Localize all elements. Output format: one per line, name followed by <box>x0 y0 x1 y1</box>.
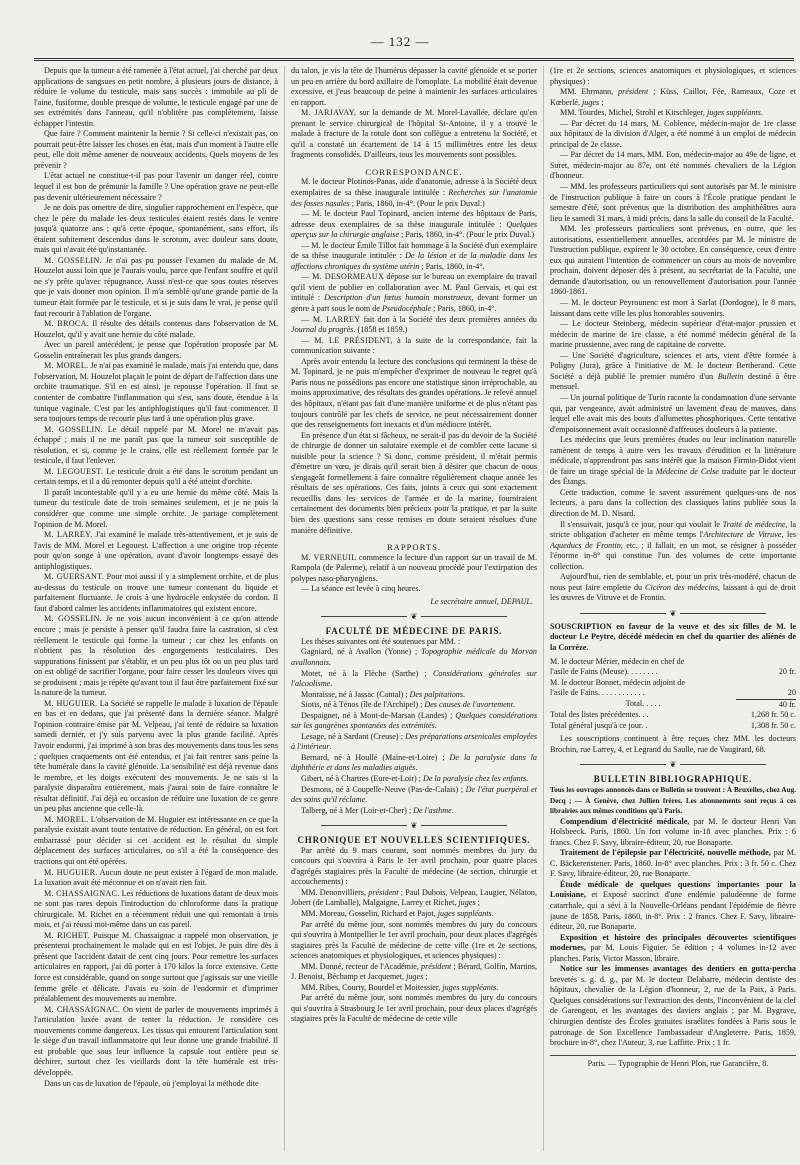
speaker: M. GOSSELIN. <box>44 424 103 434</box>
speaker: M. HUGUIER. <box>44 698 98 708</box>
paragraph: M. CHASSAIGNAC. On vient de parler de mouvements imprimés à l'articulation luxée avant de tenter la réduction. Je considère ces mouvements comme dangereux. Les tissus qui entourent l'articulation sont le siège d'un travail inflammatoire qui leur donne une grande friabilité. Il est probable que sous leur influence la capsule tout entière peut se déchirer, surtout chez les vieillards dont la tête humérale est très-développée. <box>34 1004 278 1077</box>
section-heading: RAPPORTS. <box>386 542 442 553</box>
section-heading: CHRONIQUE ET NOUVELLES SCIENTIFIQUES. <box>297 835 531 846</box>
paragraph: L'état actuel ne constitue-t-il pas pour l'avenir un danger réel, contre lequel il est bon de prémunir la famille ? Une opération grave ne peut-elle pas devenir ultérieurement nécessaire ? <box>34 171 278 202</box>
paragraph: Les médecins que leurs premières études ou leur inclination naturelle ramènent de temps à autre vers les travaux d'érudition et la littérature médicale, n'apprendront pas sans intérêt que la maison Firmin-Didot vient de faire un tirage spécial de la Médecine de Celse traduite par le docteur des Étangs. <box>550 435 796 487</box>
paragraph: M. VERNEUIL commence la lecture d'un rapport sur un travail de M. Rampola (de Palerme), relatif à un nouveau procédé pour l'extirpation des polypes naso-pharyngiens. <box>291 552 537 583</box>
paragraph: M. RICHET. Puisque M. Chassaignac a rappelé mon observation, je présenterai prochainement le malade qui en est l'objet. Je puis dire dès à présent que l'accident datait de cent cinq jours. Pour remettre les surfaces articulaires en rapport, j'ai dû porter à 170 kilos la force extensive. Cette force est considérable, quand on songe surtout que j'agissais sur une vieille femme grêle et délicate. J'avais eu soin de l'endormir et d'imprimer préalablement des mouvements au membre. <box>34 930 278 1004</box>
paragraph: (1re et 2e sections, sciences anatomiques et physiologiques, et sciences physiques) : <box>550 66 796 86</box>
paragraph: Il s'ensuivait, jusqu'à ce jour, pour qui voulait le Traité de médecine, la stricte obligation d'acheter en même temps l'Architecture de Vitruve, les Aqueducs de Frontin, etc. ; il fallait, en un mot, se résigner à posséder l'énorme in-8° qui constitue l'un des volumes de cette importante collection. <box>550 519 796 571</box>
paragraph: — Une Société d'agriculture, sciences et arts, vient d'être formée à Poligny (Jura), grâce à l'initiative de M. le docteur Bertherand. Cette Société a déjà publié le premier numéro d'un Bulletin destiné à être mensuel. <box>550 350 796 392</box>
paragraph: MM. les professeurs particuliers sont prévenus, en outre, que les autorisations, essentiellement annuelles, accordées par M. le ministre de l'instruction publique, expirent le 30 octobre. En conséquence, ceux d'entre eux qui auraient l'intention de commencer un cours au mois de novembre prochain, doivent déposer dès à présent, au secrétariat de la Faculté, une demande d'autorisation, ou un renouvellement d'autorisation pour l'année 1860-1861. <box>550 224 796 297</box>
ornament-divider: ❦ <box>291 821 537 829</box>
paragraph: — MM. les professeurs particuliers qui sont autorisés par M. le ministre de l'instruction publique à faire un cours à l'École pratique pendant le semestre d'été, sont prévenus que la distribution des amphithéâtres aura lieu le samedi 31 mars, à midi précis, dans la salle du conseil de la Faculté. <box>550 182 796 223</box>
column-1 <box>34 66 278 1156</box>
speaker: M. LEGOUEST. <box>44 466 104 476</box>
speaker: M. HUGUIER. <box>44 867 98 877</box>
speaker: — M. LARREY <box>301 314 361 324</box>
paragraph: Avec un pareil antécédent, je pense que l'opération proposée par M. Gosselin entraînerait les plus grands dangers. <box>34 340 278 360</box>
thesis-entry: Desmons, né à Coupelle-Neuve (Pas-de-Calais) ; De l'état puerpéral et des soins qu'il réclame. <box>291 784 537 805</box>
subscription-grand-total: Total général jusqu'à ce jour. . 1,308 fr. 50 c. <box>550 720 796 730</box>
paragraph: M. GOSSELIN. Le détail rappelé par M. Morel ne m'avait pas échappé ; mais il ne me paraît pas que la tumeur soit susceptible de résolution, et si, comme je le crains, elle est réellement formée par le testicule, il faut l'enlever. <box>34 424 278 466</box>
paragraph: Je ne dois pas omettre de dire, singulier rapprochement en l'espèce, que chez le père du malade les deux testicules étaient restés dans le ventre jusqu'à quatorze ans ; qu'à cette époque, spontanément, sans effort, ils étaient subitement descendus dans le scrotum, avec douleur sans doute, mais qui n'avait été qu'instantanée. <box>34 203 278 255</box>
paragraph: du talon, je vis la tête de l'humérus dépasser la cavité glénoïde et se porter un peu en arrière du bord axillaire de l'omoplate. La mobilité était devenue excessive, et j'eus beaucoup de peine à maintenir les surfaces articulaires en rapport. <box>291 66 537 107</box>
speaker: M. MOREL. <box>44 814 89 824</box>
paragraph: M. LEGOUEST. Le testicule droit a été dans le scrotum pendant un certain temps, et il a dû remonter depuis qu'il a été atteint d'orchite. <box>34 466 278 487</box>
paragraph: — La séance est levée à cinq heures. <box>301 584 421 594</box>
paragraph: MM. Donné, recteur de l'Académie, président ; Bérard, Golfin, Martins, J. Benoist, Béchamp et Jacquemet, juges ; <box>291 961 537 982</box>
bibliography-entry: Exposition et histoire des principales découvertes scientifiques modernes, par M. Louis Figuier. 5e édition ; 4 volumes in-12 avec planches. Paris, Victor Masson, libraire. <box>550 932 796 963</box>
subscription-previous: Total des listes précédentes. . . 1,268 fr. 50 c. <box>550 710 796 720</box>
paragraph: MM. Moreau, Gosselin, Richard et Pajot, juges suppléants. <box>301 909 494 919</box>
paragraph: Par arrêté du même jour, sont nommés membres du jury du concours qui s'ouvrira à Montpellier le 1er avril prochain, pour deux places d'agrégés stagiaires près la Faculté de médecine de cette ville (1re et 2e sections, sciences anatomiques et physiologiques, et sciences physiques) : <box>291 919 537 961</box>
bibliography-entry: Étude médicale de quelques questions importantes pour la Louisiane, et Exposé succinct d'une endémie paludéenne de forme catarrhale, qui a sévi à la Nouvelle-Orléans pendant l'épidémie de fièvre jaune de 1858. Paris, 1860, in-8°. Prix : 2 francs. Chez F. Savy, libraire-éditeur, 20, rue Bonaparte. <box>550 879 796 932</box>
thesis-entry: Talberg, né à Mer (Loir-et-Cher) ; De l'asthme. <box>301 805 454 815</box>
paragraph: M. HUGUIER. Aucun doute ne peut exister à l'égard de mon malade. La luxation avait été méconnue et on n'avait rien fait. <box>34 867 278 888</box>
speaker: M. MOREL. <box>44 361 89 371</box>
column-divider <box>543 66 544 1151</box>
section-heading: BULLETIN BIBLIOGRAPHIQUE. <box>593 774 753 785</box>
paragraph: Que faire ? Comment maintenir la hernie ? Si celle-ci n'existait pas, on pourrait peut-être laisser les choses en état, mais d'un moment à l'autre elle peut, elle doit même amener de nouveaux accidents. Quels moyens de les prévenir ? <box>34 129 278 170</box>
bibliography-entry: Traitement de l'épilepsie par l'électricité, nouvelle méthode, par M. C. Bäckerenstener. Paris, 1860. In-8° avec planches. Prix : 3 fr. 50 c. Chez F. Savy, libraire-éditeur, 20, rue Bonaparte. <box>550 848 796 879</box>
paragraph: Par arrêté du 9 mars courant, sont nommés membres du jury du concours qui s'ouvrira à Paris le 1er avril prochain, pour quatre places d'agrégés stagiaires près la Faculté de médecine (4e section, chirurgie et accouchements) : <box>291 845 537 887</box>
paragraph: M. HUGUIER. La Société se rappelle le malade à luxation de l'épaule en bas et en dedans, que j'ai présenté dans la dernière séance. Malgré l'opinion contraire émise par M. Velpeau, j'ai tenté de réduire sa luxation samedi dernier, et j'y suis parvenu avec la plus grande facilité. Après l'avoir endormi, j'ai imprimé à son bras des mouvements dans tous les sens ; quelques craquements ont été entendus, et j'ai fait rentrer sans peine la tête humérale dans la cavité glénoïde. La sensibilité est déjà revenue dans le membre, et les doigts exécutent des mouvements. Je ne sais si la paralysie disparaîtra entièrement, mais j'aurai soin de faire connaître le résultat définitif. J'ai déjà eu occasion de réduire une luxation de ce genre un peu plus ancienne que celle-là. <box>34 698 278 814</box>
paragraph: Les souscriptions continuent à être reçues chez MM. les docteurs Brochin, rue Larrey, 4, et Legrand du Saulle, rue de Vaugirard, 68. <box>550 734 796 754</box>
bibliography-note: Tous les ouvrages annoncés dans ce Bulletin se trouvent : À Bruxelles, chez Aug. Decq ; — À Genève, chez Jullien frères. Les abonnements sont reçus à ces librairies aux mêmes conditions qu'à Paris. <box>550 786 796 816</box>
speaker: M. RICHET. <box>44 930 91 940</box>
bibliography-entry: Notice sur les immenses avantages des dentiers en gutta-percha brevetés s. g. d. g., par M. le docteur Delabarre, médecin dentiste des hôpitaux, chevalier de la Légion d'honneur, 2, rue de la Paix, à Paris. Quelques considérations sur l'extraction des dents, l'inconvénient de la clef de Garengeot, et les avantages des daviers anglais ; par M. Bygrave, chirurgien dentiste des Écoles gratuites israélites fondées à Paris sous le patronage de Son Excellence l'ambassadeur d'Angleterre. Paris, 1859, brochure in-8°, chez l'Auteur, 3, rue Laffitte. Prix : 1 fr. <box>550 964 796 1048</box>
paragraph: Après avoir entendu la lecture des conclusions qui terminent la thèse de M. Topinard, je ne puis m'empêcher d'exprimer de nouveau le regret qu'à Paris nous ne possédions pas encore une statistique sinon irréprochable, au moins approximative, des résultats des grandes opérations. Je relevé annuel des hôpitaux, n'étant pas fait d'une manière uniforme et de plus n'étant pas toujours contrôlé par les chefs de service, ne peut nécessairement donner que des renseignements fort inexacts et d'un médiocre intérêt. <box>291 356 537 430</box>
thesis-entry: Motet, né à la Flèche (Sarthe) ; Considérations générales sur l'alcoolisme. <box>291 668 537 689</box>
paragraph: MM. Ribes, Courty, Bourdel et Moitessier, juges suppléants. <box>301 982 499 992</box>
subscription-table <box>550 657 796 732</box>
speaker: — M. DESORMEAUX <box>301 272 385 282</box>
speaker: M. CHASSAIGNAC. <box>44 888 120 898</box>
speaker: M. BROCA. <box>44 319 90 329</box>
paragraph: MM. Tourdes, Michel, Strohl et Kirschleger, juges suppléants. <box>560 108 763 118</box>
paragraph: Il paraît incontestable qu'il y a eu une hernie du même côté. Mais la tumeur du testicule date de trois semaines seulement, et je ne puis la considérer que comme une simple orchite. Je partage complètement l'opinion de M. Morel. <box>34 487 278 529</box>
paragraph: M. JARJAVAY, sur la demande de M. Morel-Lavallée, déclare qu'en prenant le service chirurgical de l'hôpital St-Antoine, il y a trouvé le malade à fracture de la rotule dont son collègue a entretenu la Société, et qu'il a constaté un écartement de 14 à 15 millimètres entre les deux fragments consolidés. D'ailleurs, tous les mouvements sont possibles. <box>291 108 537 160</box>
paragraph: En présence d'un état si fâcheux, ne serait-il pas du devoir de la Société de chirurgie de donner un salutaire exemple et de combler cette lacune si nuisible pour la science ? Si donc, comme président, il m'était permis d'émettre un vœu, je dirais qu'il serait bien à désirer que chacun de nous s'engageât formellement à faire connaître régulièrement chaque année les résultats de ses opérations. Ces faits, joints à ceux qui sont exactement recueillis dans les services de l'armée et de la marine, fourniraient certainement des documents bien précieux pour la pratique, et par la suite bien des questions sans cesse remises en doute seraient résolues d'une manière définitive. <box>291 430 537 535</box>
paragraph: MM. Denonvilliers, président ; Paul Dubois, Velpeau, Laugier, Nélaton, Jobert (de Lamballe), Malgaigne, Larrey et Richet, juges ; <box>291 887 537 908</box>
header-rule <box>34 58 794 61</box>
ornament-divider: ❦ <box>550 609 796 617</box>
paragraph: — Par décret du 14 mars, MM. Eon, médecin-major au 49e de ligne, et Suret, médecin-major au 87e, ont été nommés chevaliers de la Légion d'honneur. <box>550 150 796 181</box>
paragraph: — M. LARREY fait don à la Société des deux premières années du Journal du progrès. (1858 et 1859.) <box>291 314 537 335</box>
speaker: M. GUERSANT. <box>44 572 105 582</box>
paragraph: — Par décret du 14 mars, M. Coblence, médecin-major de 1re classe aux hôpitaux de la division d'Alger, a été nommé à un emploi de médecin principal de 2e classe. <box>550 118 796 149</box>
paragraph: Cette traduction, comme le savent assurément quelques-uns de nos lecteurs, a paru dans la collection des classiques latins publiée sous la direction de M. D. Nisard. <box>550 487 796 518</box>
paragraph: — Un journal politique de Turin raconte la condamnation d'une servante qui, par vengeance, avait administré un lavement d'eau de mauves, dans lequel elle avait mis des bouts d'allumettes phosphoriques. Cette tentative d'empoisonnement avait occasionné d'affreuses douleurs à la patiente. <box>550 392 796 434</box>
paragraph: — M. le docteur Peyrounenc est mort à Sarlat (Dordogne), le 8 mars, laissant dans cette ville les plus honorables souvenirs. <box>550 298 796 318</box>
printer-footer: Paris. — Typographie de Henri Plon, rue Garancière, 8. <box>550 1055 796 1070</box>
paragraph: M. GOSSELIN. Je n'ai pas pu pousser l'examen du malade de M. Houzelot aussi loin que je l'aurais voulu, parce que l'enfant souffre et qu'il ne s'y prête qu'avec répugnance. Aussi n'est-ce que sous toutes réserves que je vais donner mon opinion. Il m'a semblé qu'une grande partie de la tumeur était formée par le testicule, et si je suis dans le vrai, je pense qu'il faut recourir à l'ablation de l'organe. <box>34 255 278 318</box>
column-2 <box>291 66 537 1156</box>
subscription-row: l'asile de Fains (Meuse). . . . . . . . 20 fr. <box>550 667 796 677</box>
speaker: M. GOSSELIN. <box>44 614 103 624</box>
section-heading: FACULTÉ DE MÉDECINE DE PARIS. <box>325 626 503 637</box>
paragraph: M. MOREL. L'observation de M. Huguier est intéressante en ce que la paralysie existait avant toute tentative de réduction. En général, on est fort embarrassé pour décider si cet accident est le résultat du simple déplacement des surfaces articulaires, ou s'il a été la conséquence des tractions qui ont été opérées. <box>34 814 278 867</box>
column-divider <box>284 66 285 1151</box>
subscription-total: Total. . . . . 40 fr. <box>625 698 796 709</box>
paragraph: — M. LE PRÉSIDENT, à la suite de la correspondance, fait la communication suivante : <box>291 335 537 356</box>
signature: Le secrétaire annuel, DEPAUL. <box>430 596 533 606</box>
subscription-row: l'asile de Fains. . . . . . . . . . . . 20 <box>550 688 796 698</box>
bibliography-entry: Compendium d'électricité médicale, par M. le docteur Henri Van Holsbeeck. Paris, 1860. Un fort volume in-18 avec planches. Prix : 6 francs. Chez F. Savy, libraire-éditeur, 20, rue Bonaparte. <box>550 816 796 847</box>
paragraph: M. GOSSELIN. Je ne vois aucun inconvénient à ce qu'on attende encore ; mais je persiste à penser qu'il faudra faire la castration, si c'est réellement le testicule qui forme la tumeur ; car chez les enfants on n'obtient pas la résolution des engorgements testiculaires. Des suppurations finissent par s'établir, et un peu plus tôt ou un peu plus tard on est obligé de sacrifier l'organe, pour faire cesser les douleurs vives qui se produisent ; mais je répète qu'avant tout il faut être parfaitement fixé sur la nature de la tumeur. <box>34 614 278 698</box>
ornament-divider: ❦ <box>291 612 537 620</box>
paragraph: M. MOREL. Je n'ai pas examiné le malade, mais j'ai entendu que, dans l'observation, M. Houzelot plaçait le point de départ de l'affection dans une orchite traumatique. S'il en est ainsi, je repousse l'opération. Il faut se contenter de combattre l'inflammation qui s'est, sans doute, étendue à la tunique vaginale. C'est par les antiphlogistiques qu'il faut commencer. Il sera toujours temps de recourir plus tard à une opération plus grave. <box>34 361 278 424</box>
thesis-entry: Monraisse, né à Jassac (Cantal) ; Des palpitations. <box>301 689 466 699</box>
paragraph: M. BROCA. Il résulte des détails contenus dans l'observation de M. Houzelot, qu'il y avait une hernie du côté malade. <box>34 319 278 339</box>
paragraph: Dans un cas de luxation de l'épaule, où j'employai la méthode dite <box>44 1078 259 1088</box>
speaker: M. VERNEUIL <box>301 552 357 562</box>
column-3 <box>550 66 796 1156</box>
paragraph: — M. DESORMEAUX dépose sur le bureau un exemplaire du travail qu'il vient de publier en collaboration avec M. Paul Gervais, et qui est intitulé : Description d'un fœtus humain monstrueux, devant former un genre à part sous le nom de Pseudocéphale ; Paris, 1860, in-4°. <box>291 272 537 314</box>
paragraph: M. CHASSAIGNAC. Les réductions de luxations datant de deux mois ne sont pas rares depuis l'introduction du chloroforme dans la pratique chirurgicale. M. Richet en a récemment réduit une qui remontait à trois mois, et j'ai réussi moi-même dans un cas pareil. <box>34 888 278 930</box>
thesis-entry: Bernard, né à Houllé (Maine-et-Loire) ; De la paralysie dans la diphthérie et dans les maladies aiguës. <box>291 752 537 773</box>
thesis-entry: Lesage, né à Sardant (Creuse) ; Des préparations arsenicales employées à l'intérieur. <box>291 731 537 752</box>
speaker: M. LARREY. <box>44 530 93 540</box>
paragraph: M. le docteur Plotinos-Panas, aide d'anatomie, adresse à la Société deux exemplaires de sa thèse inaugurale intitulée : Recherches sur l'anatomie des fosses nasales ; Paris, 1860, in-4°. (Pour le prix Duval.) <box>291 177 537 208</box>
subscription-row: M. le docteur Bonnet, médecin adjoint de <box>550 677 685 687</box>
speaker: M. JARJAVAY, <box>301 108 357 118</box>
paragraph: M. LARREY. J'ai examiné le malade très-attentivement, et je suis de l'avis de MM. Morel et Legouest. L'affection a une origine trop récente pour qu'on songe à une opération, avant d'avoir longtemps essayé des antiphlogistiques. <box>34 530 278 571</box>
paragraph: — M. le docteur Paul Topinard, ancien interne des hôpitaux de Paris, adresse deux exemplaires de sa thèse inaugurale intitulée : Quelques aperçus sur la chirurgie anglaise ; Paris, 1860, in-4°. (Pour le prix Duval.) <box>291 209 537 240</box>
paragraph: Depuis que la tumeur a été ramenée à l'état actuel, j'ai cherché par deux applications de sangsues en petit nombre, à plusieurs jours de distance, à réduire le volume du testicule, mais sans succès : immobile au pli de l'aine, fusiforme, double presque de volume, le testicule engagé par une de ses extrémités dans l'anneau, qu'il n'oblitère pas complètement, laisse échapper l'intestin. <box>34 66 278 128</box>
paragraph: M. GUERSANT. Pour moi aussi il y a simplement orchite, et de plus au-dessus du testicule on trouve une tumeur contenant du liquide et parfaitement fluctuante. Je crois à une hydrocèle enkystée du cordon. Il faut d'abord calmer les accidents inflammatoires qui existent encore. <box>34 572 278 613</box>
page-number: — 132 — <box>370 34 430 49</box>
section-heading: CORRESPONDANCE. <box>365 166 463 177</box>
subscription-row: M. le docteur Mérier, médecin en chef de <box>550 656 685 666</box>
speaker: — M. LE PRÉSIDENT, <box>301 335 393 345</box>
thesis-entry: Gibert, né à Chartres (Eure-et-Loir) ; De la paralysie chez les enfants. <box>301 774 529 783</box>
speaker: M. GOSSELIN. <box>44 255 102 265</box>
paragraph: Aujourd'hui, rien de semblable, et, pour un prix très-modéré, chacun de nous peut faire emplette du Cicéron des médecins, laissant à qui de droit les œuvres de Vitruve et de Frontin. <box>550 572 796 603</box>
speaker: M. CHASSAIGNAC. <box>44 1004 121 1014</box>
ornament-divider: ❦ <box>550 760 796 768</box>
thesis-entry: Despaignet, né à Mont-de-Marsan (Landes) ; Quelques considérations sur les gangrènes spontanées des extrémités. <box>291 710 537 731</box>
paragraph: Les thèses suivantes ont été soutenues par MM. : <box>301 636 461 646</box>
thesis-entry: Gagniard, né à Avallon (Yonne) ; Topographie médicale du Morvan avallonnais. <box>291 647 537 667</box>
paragraph: — M. le docteur Émile Tillot fait hommage à la Société d'un exemplaire de sa thèse inaugurale intitulée : De la lésion et de la maladie dans les affections chroniques du système utérin ; Paris, 1860, in-4°. <box>291 240 537 271</box>
thesis-entry: Siotis, né à Ténos (île de l'Archipel) ; Des causes de l'avortement. <box>301 700 516 710</box>
paragraph: MM. Ehrmann, président ; Küss, Caillot, Fée, Rameaux, Coze et Kœberlé, juges ; <box>550 87 796 107</box>
subscription-title: SOUSCRIPTION en faveur de la veuve et des six filles de M. le docteur Le Peytre, décédé médecin en chef du quartier des aliénés de la Corrèze. <box>550 621 796 652</box>
paragraph: — Le docteur Steinberg, médecin supérieur d'état-major prussien et médecin de marine de 1re classe, a été nommé médecin général de la marine prussienne, avec rang de capitaine de corvette. <box>550 319 796 350</box>
paragraph: Par arrêté du même jour, sont nommés membres du jury du concours qui s'ouvrira à Strasbourg le 1er avril prochain, pour deux places d'agrégés stagiaires près la Faculté de médecine de cette ville <box>291 993 537 1024</box>
